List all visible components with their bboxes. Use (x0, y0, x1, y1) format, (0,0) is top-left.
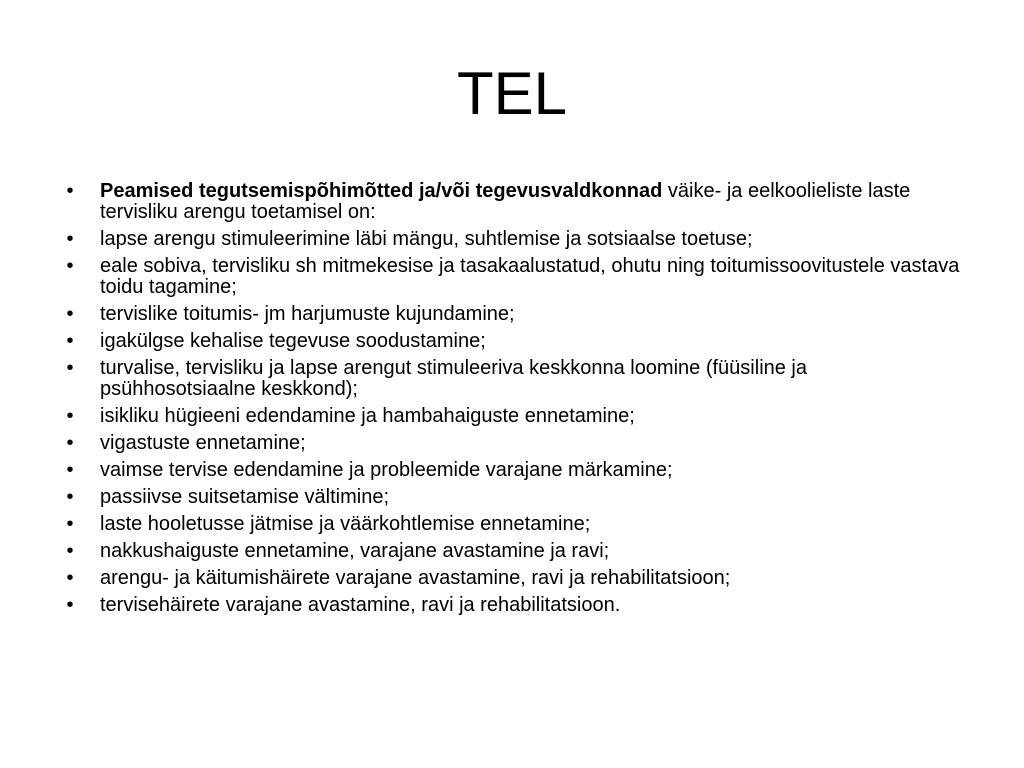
bullet-item (60, 487, 960, 508)
bullet-text: arengu- ja käitumishäirete varajane avastamine, ravi ja rehabilitatsioon; (100, 567, 731, 589)
bullet-item (60, 304, 960, 325)
bullet-text: vigastuste ennetamine; (100, 432, 306, 454)
bullet-mark: • (66, 459, 74, 481)
bullet-text: eale sobiva, tervisliku sh mitmekesise ja tasakaalustatud, ohutu ning toitumissoovitustele vastava toidu tagamine; (100, 255, 960, 298)
bullet-text: nakkushaiguste ennetamine, varajane avastamine ja ravi; (100, 540, 610, 562)
bullet-item (60, 460, 960, 481)
bullet-mark: • (66, 540, 74, 562)
bullet-text: igakülgse kehalise tegevuse soodustamine; (100, 330, 486, 352)
bullet-mark: • (66, 330, 74, 352)
bullet-mark: • (66, 357, 74, 379)
bullet-item (60, 358, 960, 400)
bullet-list (60, 181, 960, 622)
bullet-text: lapse arengu stimuleerimine läbi mängu, suhtlemise ja sotsiaalse toetuse; (100, 228, 753, 250)
bullet-mark: • (66, 303, 74, 325)
bullet-item (60, 256, 960, 298)
bullet-text: isikliku hügieeni edendamine ja hambahaiguste ennetamine; (100, 405, 635, 427)
bullet-text: laste hooletusse jätmise ja väärkohtlemise ennetamine; (100, 513, 591, 535)
bullet-text: passiivse suitsetamise vältimine; (100, 486, 389, 508)
bullet-mark: • (66, 180, 74, 202)
bullet-item (60, 433, 960, 454)
bullet-text: vaimse tervise edendamine ja probleemide varajane märkamine; (100, 459, 673, 481)
bullet-item (60, 229, 960, 250)
bullet-text: turvalise, tervisliku ja lapse arengut stimuleeriva keskkonna loomine (füüsiline ja psühhosotsiaalne keskkond); (100, 357, 808, 400)
bullet-mark: • (66, 255, 74, 277)
bullet-mark: • (66, 405, 74, 427)
bullet-mark: • (66, 486, 74, 508)
bullet-item (60, 331, 960, 352)
bullet-mark: • (66, 432, 74, 454)
bullet-mark: • (66, 228, 74, 250)
bullet-item (60, 406, 960, 427)
intro-bold-text: Peamised tegutsemispõhimõtted ja/või tegevusvaldkonnad (100, 180, 663, 202)
bullet-item (60, 568, 960, 589)
bullet-mark: • (66, 513, 74, 535)
bullet-mark: • (66, 594, 74, 616)
bullet-text: tervisehäirete varajane avastamine, ravi ja rehabilitatsioon. (100, 594, 621, 616)
intro-text: väike- ja eelkoolieliste laste tervisliku arengu toetamisel on: (100, 180, 911, 223)
bullet-item (60, 541, 960, 562)
bullet-item (60, 595, 960, 616)
bullet-item-intro (60, 181, 960, 223)
slide-title: TEL (456, 60, 568, 127)
bullet-text: tervislike toitumis- jm harjumuste kujundamine; (100, 303, 515, 325)
bullet-mark: • (66, 567, 74, 589)
bullet-item (60, 514, 960, 535)
